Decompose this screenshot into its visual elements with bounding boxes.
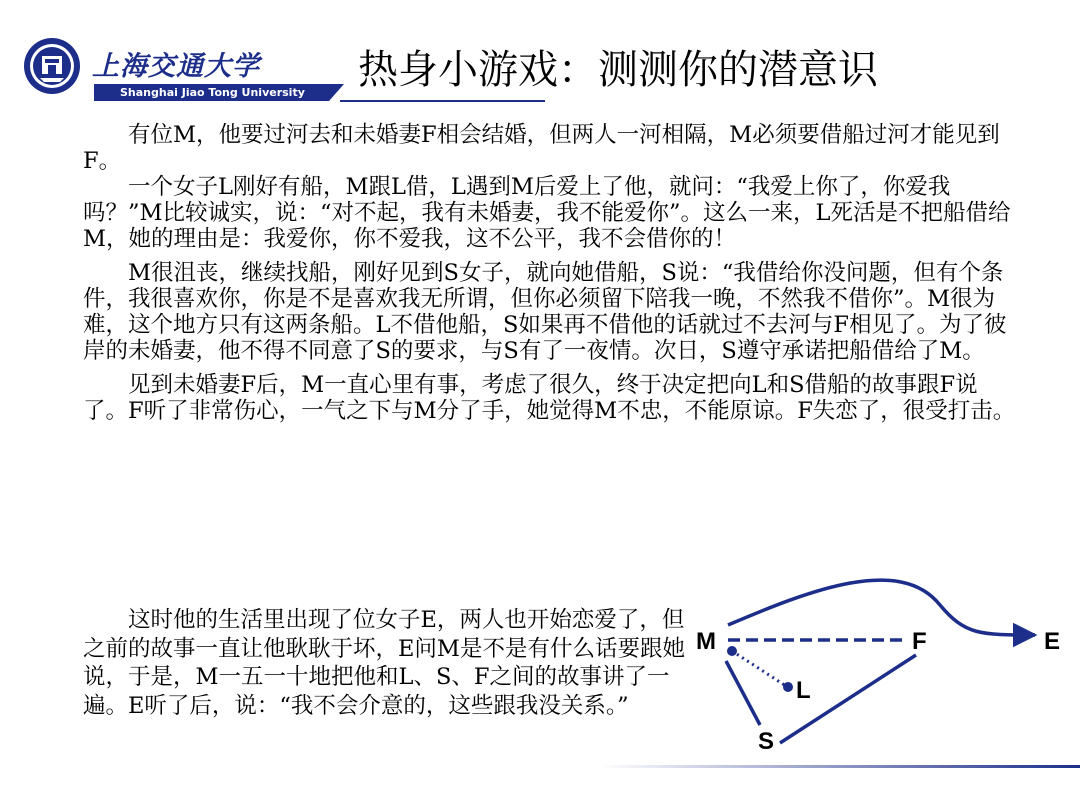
paragraph-1: 有位M，他要过河去和未婚妻F相会结婚，但两人一河相隔，M必须要借船过河才能见到F。: [83, 122, 1000, 174]
label-l: L: [796, 677, 811, 704]
paragraph-3: M很沮丧，继续找船，刚好见到S女子，就向她借船，S说：“我借给你没问题，但有个条件，我很喜欢你，你是不是喜欢我无所谓，但你必须留下陪我一晚，不然我不借你”。M很为难，这个地方只有这两条船。L不借他船，S如果再不借他的话就过不去河与F相见了。为了彼岸的未婚妻，他不得不同意了S的要求，与S有了一夜情。次日，S遵守承诺把船借给了M。: [83, 260, 1007, 364]
footer-rule: [600, 765, 1080, 768]
curve-m-to-e: [728, 580, 1035, 635]
node-dot-l: [783, 682, 793, 692]
relationship-diagram: [690, 565, 1080, 760]
page-title: 热身小游戏：测测你的潜意识: [358, 47, 878, 93]
line-m-to-s: [726, 661, 760, 725]
dotted-line-m-to-l: [732, 651, 786, 686]
label-m: M: [696, 628, 716, 655]
paragraph-5: 这时他的生活里出现了位女子E，两人也开始恋爱了，但之前的故事一直让他耿耿于坏，E问M是不是有什么话要跟她说，于是，M一五一十地把他和L、S、F之间的故事讲了一遍。E听了后，说：“我不会介意的，这些跟我没关系。”: [83, 607, 685, 719]
label-f: F: [912, 628, 927, 655]
paragraph-4: 见到未婚妻F后，M一直心里有事，考虑了很久，终于决定把向L和S借船的故事跟F说了。F听了非常伤心，一气之下与M分了手，她觉得M不忠，不能原谅。F失恋了，很受打击。: [83, 372, 1016, 424]
node-dot-m: [727, 646, 737, 656]
paragraph-2: 一个女子L刚好有船，M跟L借，L遇到M后爱上了他，就问：“我爱上你了，你爱我吗？”M比较诚实，说：“对不起，我有未婚妻，我不能爱你”。这么一来，L死活是不把船借给M，她的理由是：我爱你，你不爱我，这不公平，我不会借你的！: [83, 174, 1011, 252]
label-s: S: [758, 728, 775, 755]
label-e: E: [1044, 628, 1061, 655]
university-name-en: Shanghai Jiao Tong University: [120, 86, 305, 99]
university-name-cn: 上海交通大学: [92, 51, 260, 82]
title-underline: [340, 100, 545, 102]
story-text: [83, 122, 1021, 424]
university-emblem-icon: [22, 36, 82, 96]
